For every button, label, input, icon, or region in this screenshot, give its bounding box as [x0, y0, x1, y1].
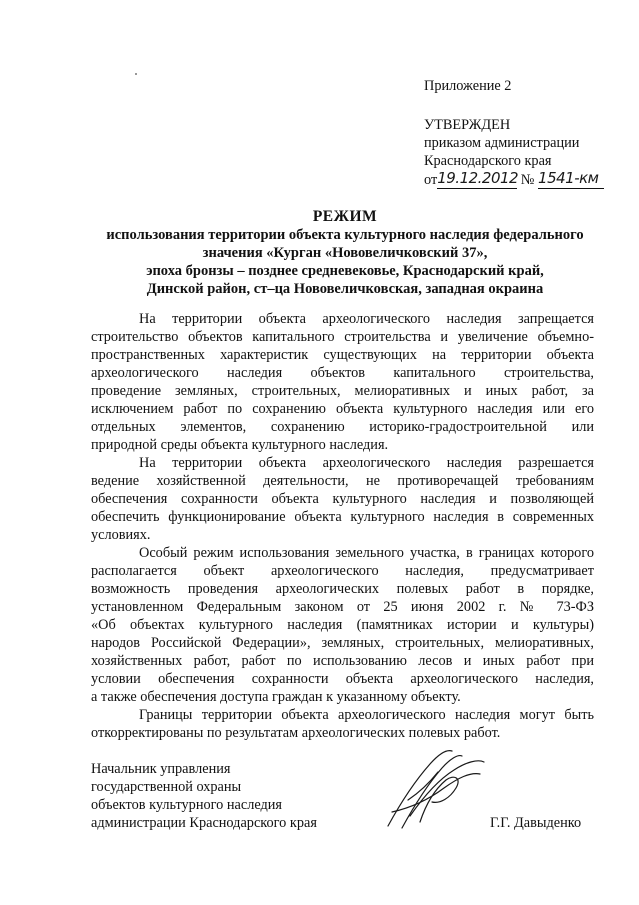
- para1-line: На территории объекта археологического наследия запрещается: [139, 311, 594, 327]
- title-line-1: использования территории объекта культурного наследия федерального: [106, 227, 584, 243]
- para3-line: располагается объект археологического наследия, предусматривает: [91, 563, 594, 579]
- para1-line: отдельных элементов, сохранению историко-градостроительной или: [91, 419, 594, 435]
- para3-line: хозяйственных работ, работ по использованию лесов и иных работ при: [91, 653, 594, 669]
- signatory-position-line: объектов культурного наследия: [91, 797, 282, 813]
- number-handwritten: 1541-км: [538, 169, 599, 187]
- number-sign: №: [520, 172, 535, 188]
- para2-line: На территории объекта археологического наследия разрешается: [139, 455, 594, 471]
- para1-line: пространственных характеристик существующих на территории объекта: [91, 347, 594, 363]
- para1-line: строительство объектов капитального строительства и увеличение объемно-: [91, 329, 594, 345]
- para3-line: «Об объектах культурного наследия (памятниках истории и культуры): [91, 617, 594, 633]
- date-field: [437, 169, 517, 189]
- para2-line: обеспечить функционирование объекта культурного наследия в современных: [91, 509, 594, 525]
- title-line-2: значения «Курган «Нововеличковский 37»,: [202, 245, 488, 261]
- order-date-number: [424, 170, 614, 190]
- para1-line: природной среды объекта культурного наследия.: [91, 437, 389, 453]
- order-line-1: приказом администрации: [424, 135, 580, 151]
- para1-line: исключением работ по сохранению объекта культурного наследия или его: [91, 401, 594, 417]
- title-line-4: Динской район, ст–ца Нововеличковская, западная окраина: [146, 281, 544, 297]
- para2-line: обеспечения сохранности объекта культурного наследия и позволяющей: [91, 491, 594, 507]
- para4-line: откорректированы по результатам археологических полевых работ.: [91, 725, 501, 741]
- para2-line: ведение хозяйственной деятельности, не противоречащей требованиям: [91, 473, 594, 489]
- para3-line: Особый режим использования земельного участка, в границах которого: [139, 545, 594, 561]
- title-line-3: эпоха бронзы – позднее средневековье, Краснодарский край,: [146, 263, 544, 279]
- para3-line: условии обеспечения сохранности объекта археологического наследия,: [91, 671, 594, 687]
- signatory-position-line: государственной охраны: [91, 779, 242, 795]
- handwritten-signature: [380, 742, 490, 834]
- scan-speck: [135, 73, 137, 75]
- para1-line: проведение земляных, строительных, мелиоративных и иных работ, за: [91, 383, 594, 399]
- from-prefix: от: [424, 172, 438, 188]
- para3-line: установленном Федеральным законом от 25 июня 2002 г. № 73-ФЗ: [91, 599, 594, 615]
- order-line-2: Краснодарского края: [424, 153, 552, 169]
- appendix-label: Приложение 2: [424, 78, 512, 94]
- para2-line: условиях.: [91, 527, 151, 543]
- signatory-position-line: Начальник управления: [91, 761, 231, 777]
- para3-line: возможность проведения археологических полевых работ в порядке,: [91, 581, 594, 597]
- para3-line: народов Российской Федерации», земляных, строительных, мелиоративных,: [91, 635, 594, 651]
- document-heading: РЕЖИМ: [312, 208, 378, 225]
- date-handwritten: 19.12.2012: [437, 169, 519, 187]
- signatory-position-line: администрации Краснодарского края: [91, 815, 317, 831]
- approved-label: УТВЕРЖДЕН: [424, 117, 511, 133]
- para3-line: а также обеспечения доступа граждан к указанному объекту.: [91, 689, 461, 705]
- para4-line: Границы территории объекта археологического наследия могут быть: [139, 707, 594, 723]
- para1-line: археологического наследия объектов капитального строительства,: [91, 365, 594, 381]
- signatory-name: Г.Г. Давыденко: [490, 815, 582, 831]
- number-field: [538, 169, 604, 189]
